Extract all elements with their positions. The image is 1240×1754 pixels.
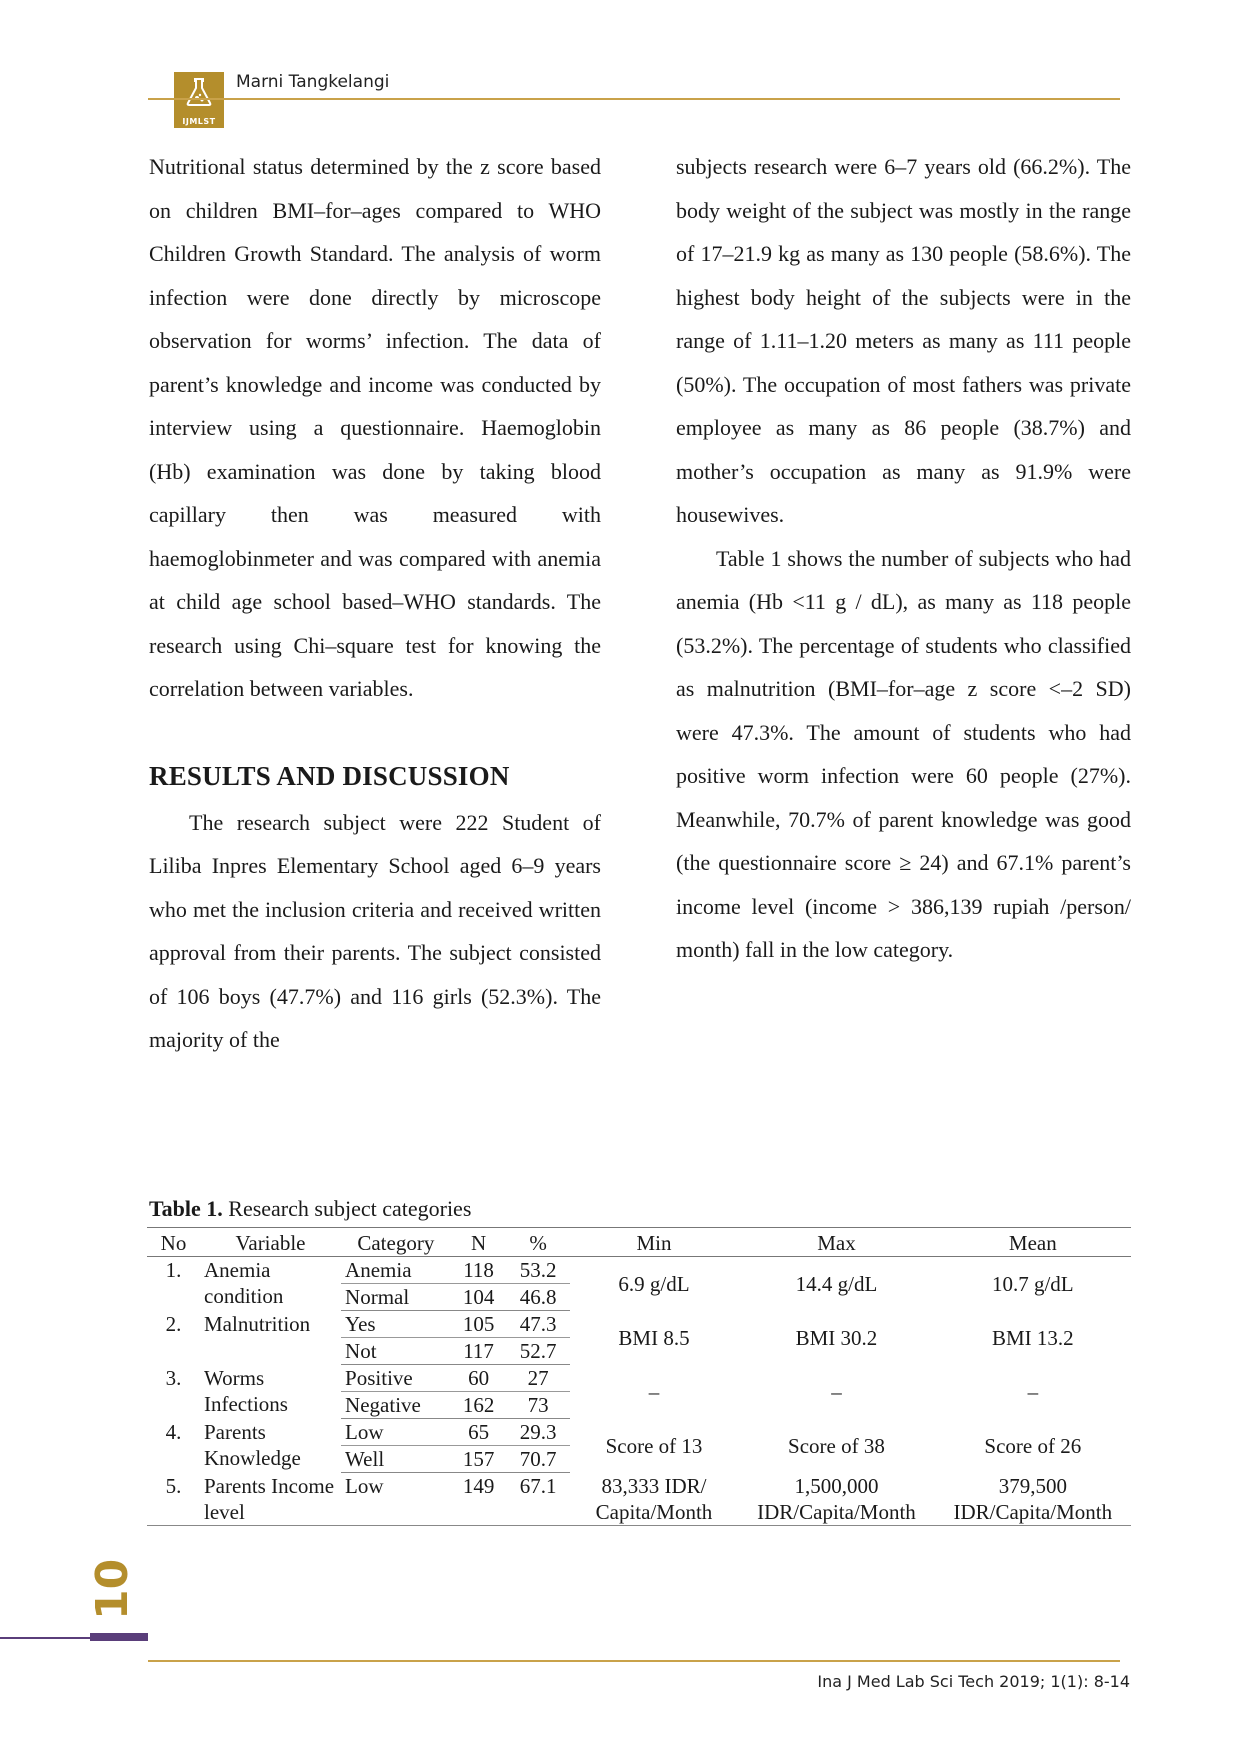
row-max: – — [831, 1379, 842, 1404]
side-bar-accent — [90, 1633, 148, 1641]
row-n: 118 — [451, 1257, 507, 1284]
row-percent: 67.1 — [506, 1473, 569, 1526]
row-category: Positive — [341, 1365, 451, 1392]
row-n: 117 — [451, 1338, 507, 1365]
research-subject-table — [147, 1227, 1131, 1526]
header-mean: Mean — [935, 1228, 1131, 1257]
table-row — [147, 1473, 1131, 1526]
row-mean: Score of 26 — [984, 1433, 1082, 1458]
row-mean: 379,500 IDR/Capita/Month — [935, 1473, 1131, 1526]
row-n: 149 — [451, 1473, 507, 1526]
row-percent: 47.3 — [506, 1311, 569, 1338]
header-variable: Variable — [200, 1228, 341, 1257]
methods-paragraph: Nutritional status determined by the z score based on children BMI–for–ages compared to WHO Children Growth Standard. The analysis of worm infection were done directly by microscope observation for worms’ infection. The data of parent’s knowledge and income was conducted by interview using a questionnaire. Haemoglobin (Hb) examination was done by taking blood capillary then was measured with haemoglobinmeter and was compared with anemia at child age school based–WHO standards. The research using Chi–square test for knowing the correlation between variables. — [149, 154, 601, 701]
row-percent: 29.3 — [506, 1419, 569, 1446]
table-caption — [149, 1196, 471, 1222]
row-mean: BMI 13.2 — [991, 1325, 1074, 1350]
row-number: 1. — [165, 1258, 182, 1282]
right-column — [676, 145, 1131, 972]
section-heading: RESULTS AND DISCUSSION — [149, 760, 510, 791]
subjects-paragraph: subjects research were 6–7 years old (66.2%). The body weight of the subject was mostly in the range of 17–21.9 kg as many as 130 people (58.6%). The highest body height of the subjects were in the range of 1.11–1.20 meters as many as 111 people (50%). The occupation of most fathers was private employee as many as 86 people (38.7%) and mother’s occupation as many as 91.9% were housewives. — [676, 154, 1131, 527]
row-category: Not — [341, 1338, 451, 1365]
table-caption-label: Table 1. — [149, 1196, 223, 1221]
row-variable: Parents Knowledge — [204, 1419, 301, 1470]
flask-icon — [183, 76, 215, 108]
page-number: 10 — [87, 1558, 138, 1620]
header-rule — [148, 98, 1120, 100]
row-n: 105 — [451, 1311, 507, 1338]
row-variable: Parents Income level — [200, 1473, 341, 1526]
row-category: Low — [341, 1419, 451, 1446]
row-number: 3. — [165, 1365, 182, 1390]
side-rule — [0, 1637, 92, 1639]
row-variable: Malnutrition — [204, 1311, 311, 1336]
row-category: Low — [341, 1473, 451, 1526]
row-variable: Worms Infections — [204, 1365, 288, 1416]
row-n: 104 — [451, 1284, 507, 1311]
table-row — [147, 1257, 1131, 1284]
row-min: Score of 13 — [605, 1433, 703, 1458]
journal-citation: Ina J Med Lab Sci Tech 2019; 1(1): 8-14 — [817, 1672, 1130, 1691]
table-row — [147, 1365, 1131, 1392]
row-max: Score of 38 — [788, 1433, 885, 1458]
table-summary-paragraph: Table 1 shows the number of subjects who had anemia (Hb <11 g / dL), as many as 118 people (53.2%). The percentage of students who classified as malnutrition (BMI–for–age z score <–2 SD) were 47.3%. The amount of students who had positive worm infection were 60 people (27%). Meanwhile, 70.7% of parent knowledge was good (the questionnaire score ≥ 24) and 67.1% parent’s income level (income > 386,139 rupiah /person/ month) fall in the low category. — [676, 545, 1131, 962]
table-row — [147, 1311, 1131, 1338]
row-n: 162 — [451, 1392, 507, 1419]
row-percent: 52.7 — [506, 1338, 569, 1365]
row-n: 60 — [451, 1365, 507, 1392]
results-paragraph: The research subject were 222 Student of Liliba Inpres Elementary School aged 6–9 years who met the inclusion criteria and received written approval from their parents. The subject consisted of 106 boys (47.7%) and 116 girls (52.3%). The majority of the — [149, 809, 601, 1052]
row-min: – — [648, 1379, 660, 1404]
row-percent: 46.8 — [506, 1284, 569, 1311]
row-category: Well — [341, 1446, 451, 1473]
footer-rule — [148, 1660, 1120, 1662]
row-percent: 53.2 — [506, 1257, 569, 1284]
row-percent: 27 — [506, 1365, 569, 1392]
header-percent: % — [506, 1228, 569, 1257]
row-mean: 10.7 g/dL — [991, 1271, 1074, 1296]
table-header-row — [147, 1228, 1131, 1257]
row-percent: 70.7 — [506, 1446, 569, 1473]
row-category: Negative — [341, 1392, 451, 1419]
row-percent: 73 — [506, 1392, 569, 1419]
left-column — [149, 145, 601, 1062]
header-category: Category — [341, 1228, 451, 1257]
row-max: BMI 30.2 — [795, 1325, 878, 1350]
row-min: 6.9 g/dL — [618, 1271, 690, 1296]
running-head-author: Marni Tangkelangi — [236, 72, 390, 92]
row-number: 2. — [165, 1311, 182, 1336]
row-category: Anemia — [341, 1257, 451, 1284]
header-min: Min — [570, 1228, 739, 1257]
table-row — [147, 1419, 1131, 1446]
logo-text: IJMLST — [182, 117, 216, 126]
header-no: No — [147, 1228, 200, 1257]
table-caption-text: Research subject categories — [222, 1196, 472, 1221]
row-max: 14.4 g/dL — [795, 1271, 878, 1296]
row-max: 1,500,000 IDR/Capita/Month — [738, 1473, 934, 1526]
journal-logo — [174, 72, 224, 128]
row-variable: Anemia condition — [204, 1258, 284, 1308]
row-mean: – — [1027, 1379, 1039, 1404]
header-max: Max — [738, 1228, 934, 1257]
row-category: Yes — [341, 1311, 451, 1338]
row-min: BMI 8.5 — [618, 1325, 690, 1350]
row-min: 83,333 IDR/ Capita/Month — [570, 1473, 739, 1526]
row-n: 65 — [451, 1419, 507, 1446]
row-category: Normal — [341, 1284, 451, 1311]
header-n: N — [451, 1228, 507, 1257]
row-number: 4. — [165, 1419, 182, 1444]
row-number: 5. — [147, 1473, 200, 1526]
row-n: 157 — [451, 1446, 507, 1473]
